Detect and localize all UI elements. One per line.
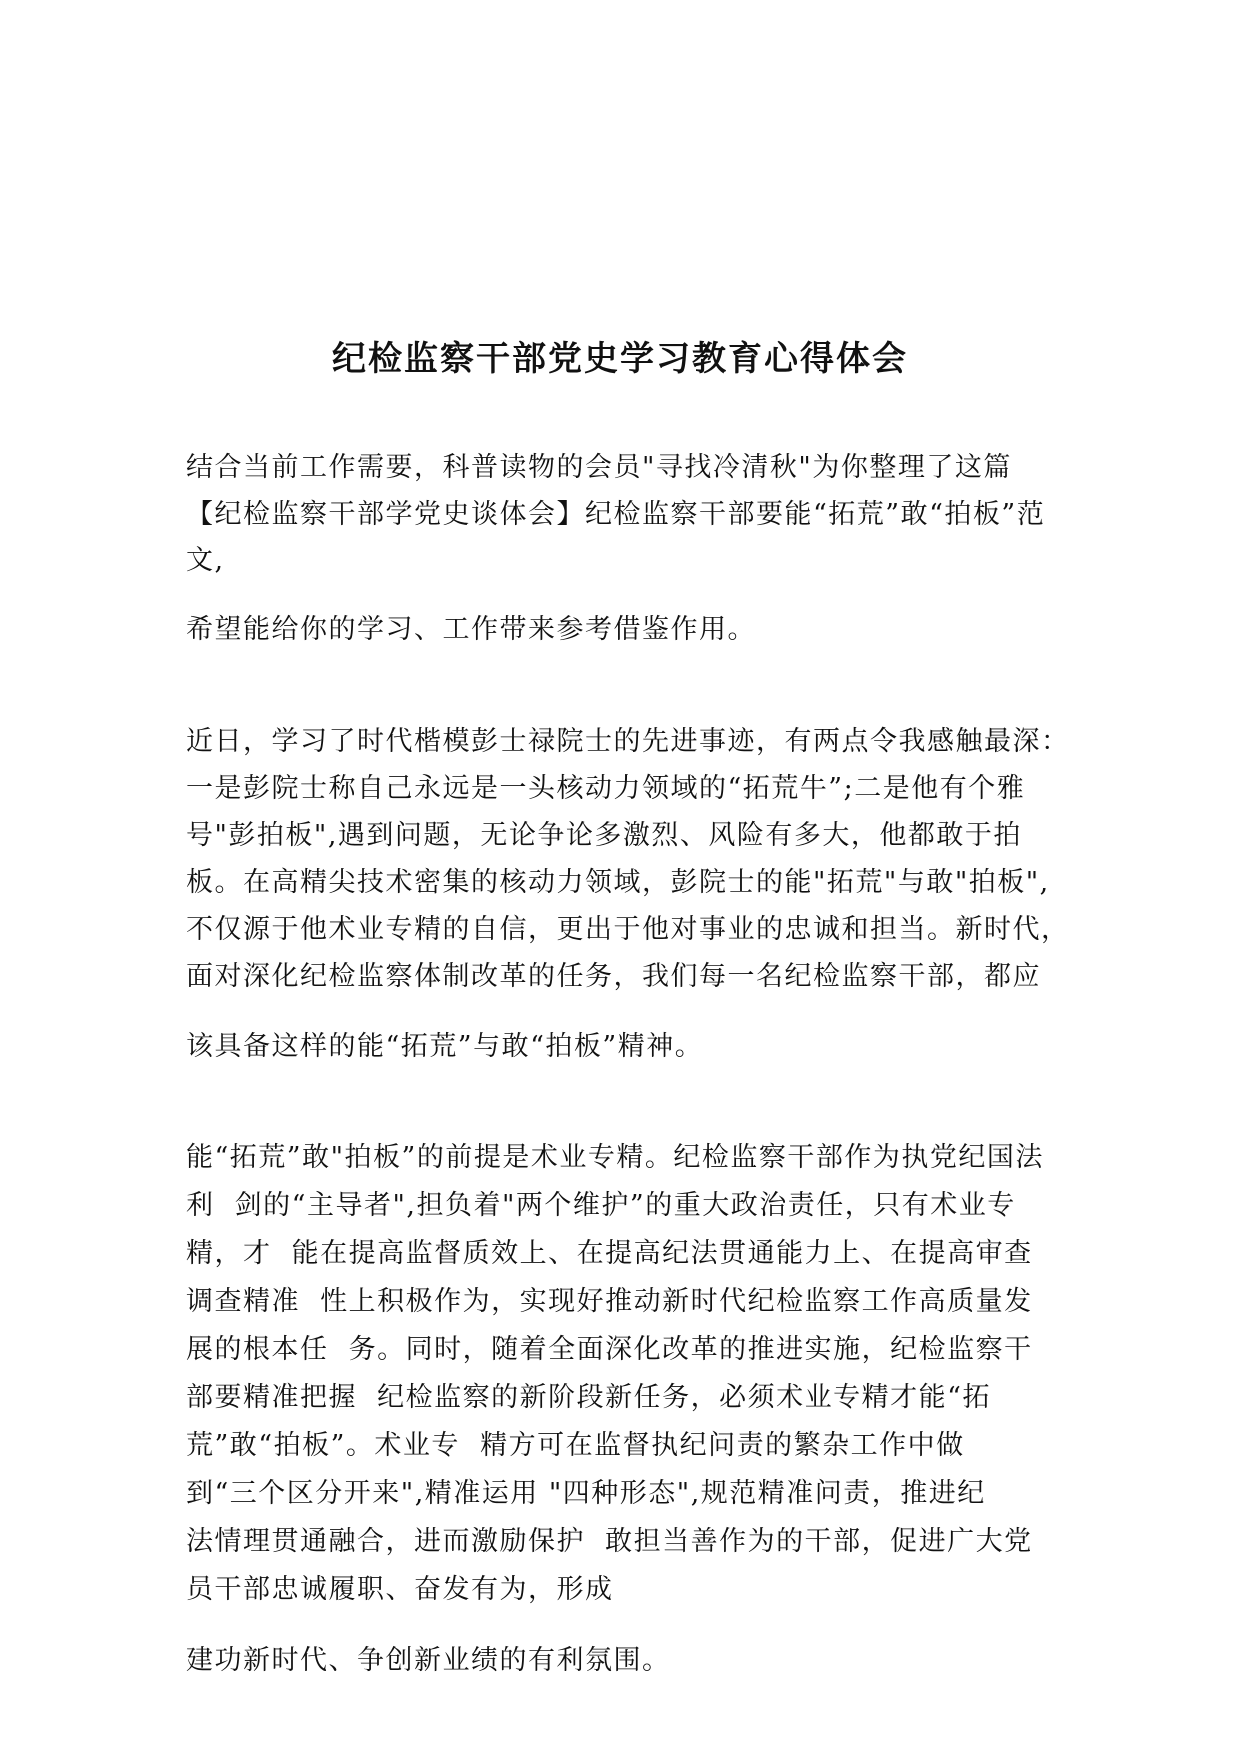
document-title: 纪检监察干部党史学习教育心得体会 — [332, 339, 908, 379]
paragraph-4-line-1: 该具备这样的能“拓荒”与敢“拍板”精神。 — [186, 1031, 704, 1062]
paragraph-3-line-6: 面对深化纪检监察体制改革的任务，我们每一名纪检监察干部，都应 — [186, 961, 1041, 992]
paragraph-5-line-3: 精，才 能在提高监督质效上、在提高纪法贯通能力上、在提高审查 — [186, 1238, 1033, 1269]
paragraph-3-line-3: 号"彭拍板",遇到问题，无论争论多激烈、风险有多大，他都敢于拍 — [186, 820, 1022, 851]
paragraph-5-line-4: 调查精准 性上积极作为，实现好推动新时代纪检监察工作高质量发 — [186, 1286, 1033, 1317]
paragraph-5-line-9: 法情理贯通融合，进而激励保护 敢担当善作为的干部，促进广大党 — [186, 1526, 1033, 1557]
paragraph-6-line-1: 建功新时代、争创新业绩的有利氛围。 — [186, 1645, 671, 1676]
paragraph-3-line-1: 近日，学习了时代楷模彭士禄院士的先进事迹，有两点令我感触最深： — [186, 726, 1070, 757]
paragraph-3-line-5: 不仅源于他术业专精的自信，更出于他对事业的忠诚和担当。新时代， — [186, 914, 1070, 945]
paragraph-5-line-6: 部要精准把握 纪检监察的新阶段新任务，必须术业专精才能“拓 — [186, 1382, 991, 1413]
paragraph-3-line-4: 板。在高精尖技术密集的核动力领域，彭院士的能"拓荒"与敢"拍板", — [186, 867, 1050, 898]
paragraph-1-line-3: 文, — [186, 545, 225, 576]
paragraph-2-line-1: 希望能给你的学习、工作带来参考借鉴作用。 — [186, 614, 756, 645]
paragraph-3-line-2: 一是彭院士称自己永远是一头核动力领域的“拓荒牛”;二是他有个雅 — [186, 773, 1026, 804]
paragraph-5-line-7: 荒”敢“拍板”。术业专 精方可在监督执纪问责的繁杂工作中做 — [186, 1430, 965, 1461]
paragraph-5-line-10: 员干部忠诚履职、奋发有为，形成 — [186, 1574, 614, 1605]
paragraph-5-line-5: 展的根本任 务。同时，随着全面深化改革的推进实施，纪检监察干 — [186, 1334, 1033, 1365]
paragraph-1-line-1: 结合当前工作需要，科普读物的会员"寻找冷清秋"为你整理了这篇 — [186, 452, 1012, 483]
paragraph-5-line-2: 利 剑的“主导者",担负着"两个维护”的重大政治责任，只有术业专 — [186, 1190, 1016, 1221]
paragraph-5-line-8: 到“三个区分开来",精准运用 "四种形态",规范精准问责，推进纪 — [186, 1478, 986, 1509]
paragraph-1-line-2: 【纪检监察干部学党史谈体会】纪检监察干部要能“拓荒”敢“拍板”范 — [186, 499, 1046, 530]
paragraph-5-line-1: 能“拓荒”敢"拍板”的前提是术业专精。纪检监察干部作为执党纪国法 — [186, 1142, 1044, 1173]
